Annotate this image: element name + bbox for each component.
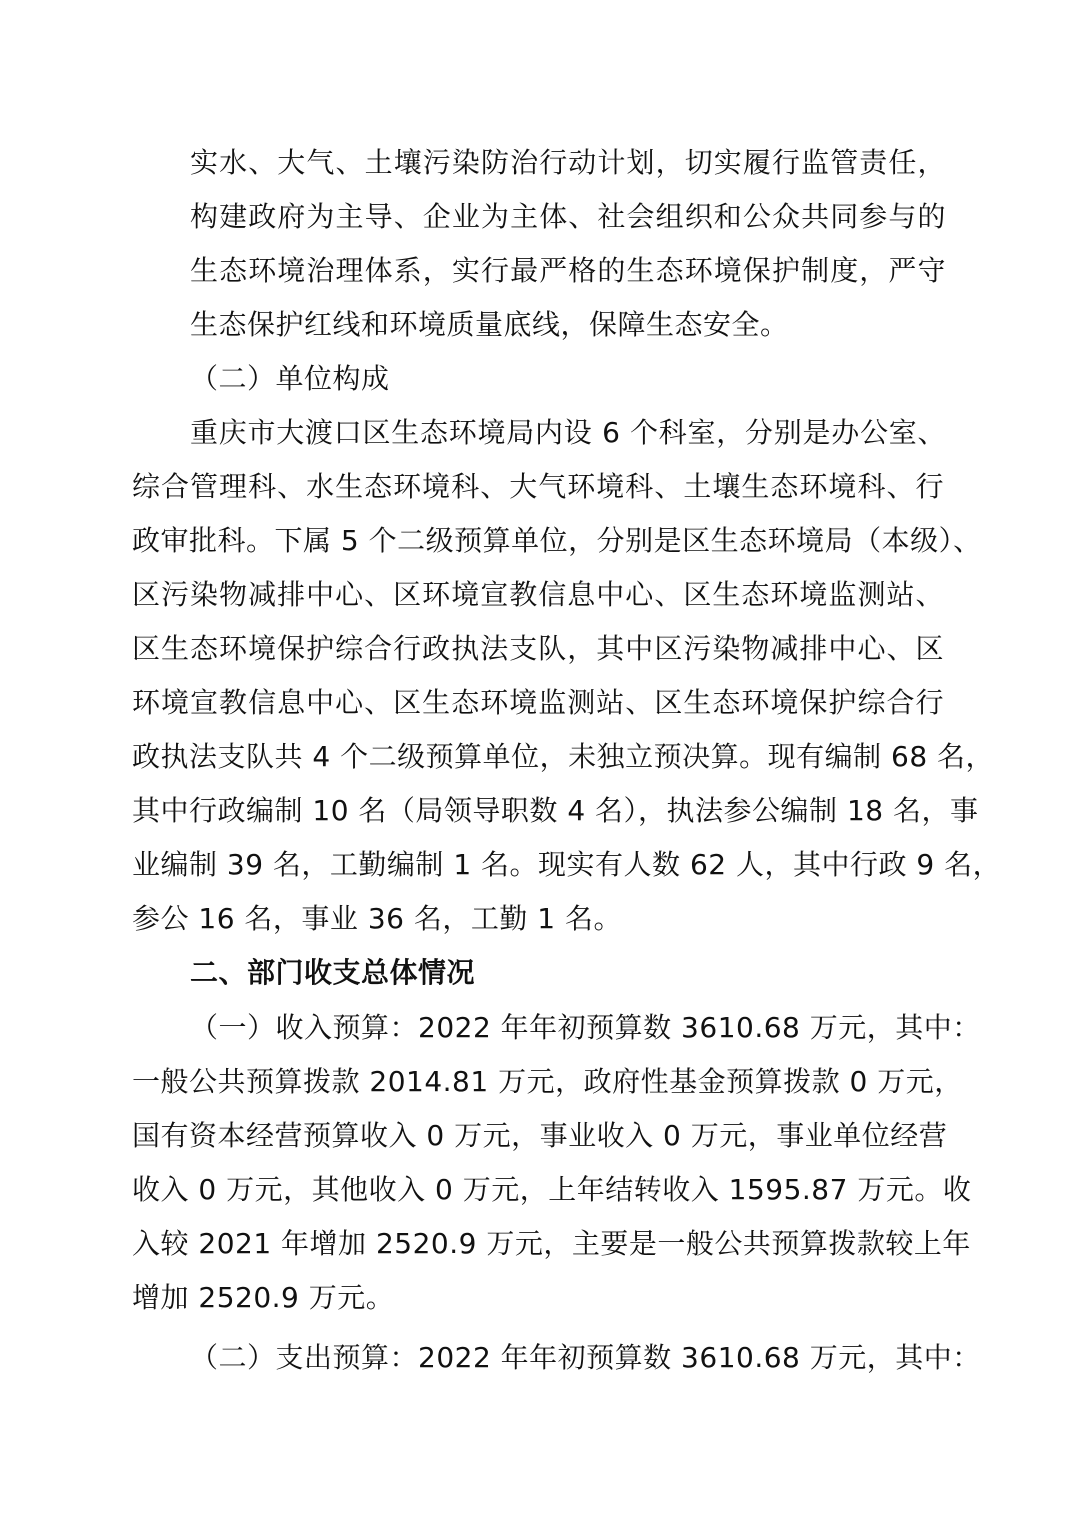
paragraph-line: 实水、大气、土壤污染防治行动计划，切实履行监管责任，	[190, 146, 946, 179]
paragraph-line: 构建政府为主导、企业为主体、社会组织和公众共同参与的	[190, 200, 946, 233]
section-heading: 二、部门收支总体情况	[190, 956, 476, 989]
paragraph-line: 增加 2520.9 万元。	[132, 1281, 395, 1314]
paragraph-line: 其中行政编制 10 名（局领导职数 4 名），执法参公编制 18 名，事	[132, 794, 979, 827]
paragraph-line: 参公 16 名，事业 36 名，工勤 1 名。	[132, 902, 622, 935]
paragraph-line: 生态保护红线和环境质量底线，保障生态安全。	[190, 308, 789, 341]
paragraph-line: 国有资本经营预算收入 0 万元，事业收入 0 万元，事业单位经营	[132, 1119, 948, 1152]
section-subheading: （二）单位构成	[190, 362, 390, 395]
paragraph-line: 政执法支队共 4 个二级预算单位，未独立预决算。现有编制 68 名，	[132, 740, 995, 773]
paragraph-line: 入较 2021 年增加 2520.9 万元，主要是一般公共预算拨款较上年	[132, 1227, 971, 1260]
paragraph-line: 政审批科。下属 5 个二级预算单位，分别是区生态环境局（本级）、	[132, 524, 982, 557]
paragraph-line: 重庆市大渡口区生态环境局内设 6 个科室，分别是办公室、	[190, 416, 946, 449]
paragraph-line: 生态环境治理体系，实行最严格的生态环境保护制度，严守	[190, 254, 946, 287]
paragraph-line: 业编制 39 名，工勤编制 1 名。现实有人数 62 人，其中行政 9 名，	[132, 848, 1002, 881]
paragraph-line: 环境宣教信息中心、区生态环境监测站、区生态环境保护综合行	[132, 686, 944, 719]
paragraph-line: 区生态环境保护综合行政执法支队，其中区污染物减排中心、区	[132, 632, 944, 665]
paragraph-line: 综合管理科、水生态环境科、大气环境科、土壤生态环境科、行	[132, 470, 944, 503]
paragraph-line: 收入 0 万元，其他收入 0 万元，上年结转收入 1595.87 万元。收	[132, 1173, 972, 1206]
paragraph-line: 一般公共预算拨款 2014.81 万元，政府性基金预算拨款 0 万元，	[132, 1065, 963, 1098]
paragraph-line: 区污染物减排中心、区环境宣教信息中心、区生态环境监测站、	[132, 578, 944, 611]
paragraph-line: （二）支出预算：2022 年年初预算数 3610.68 万元，其中：	[190, 1341, 981, 1374]
paragraph-line: （一）收入预算：2022 年年初预算数 3610.68 万元，其中：	[190, 1011, 981, 1044]
